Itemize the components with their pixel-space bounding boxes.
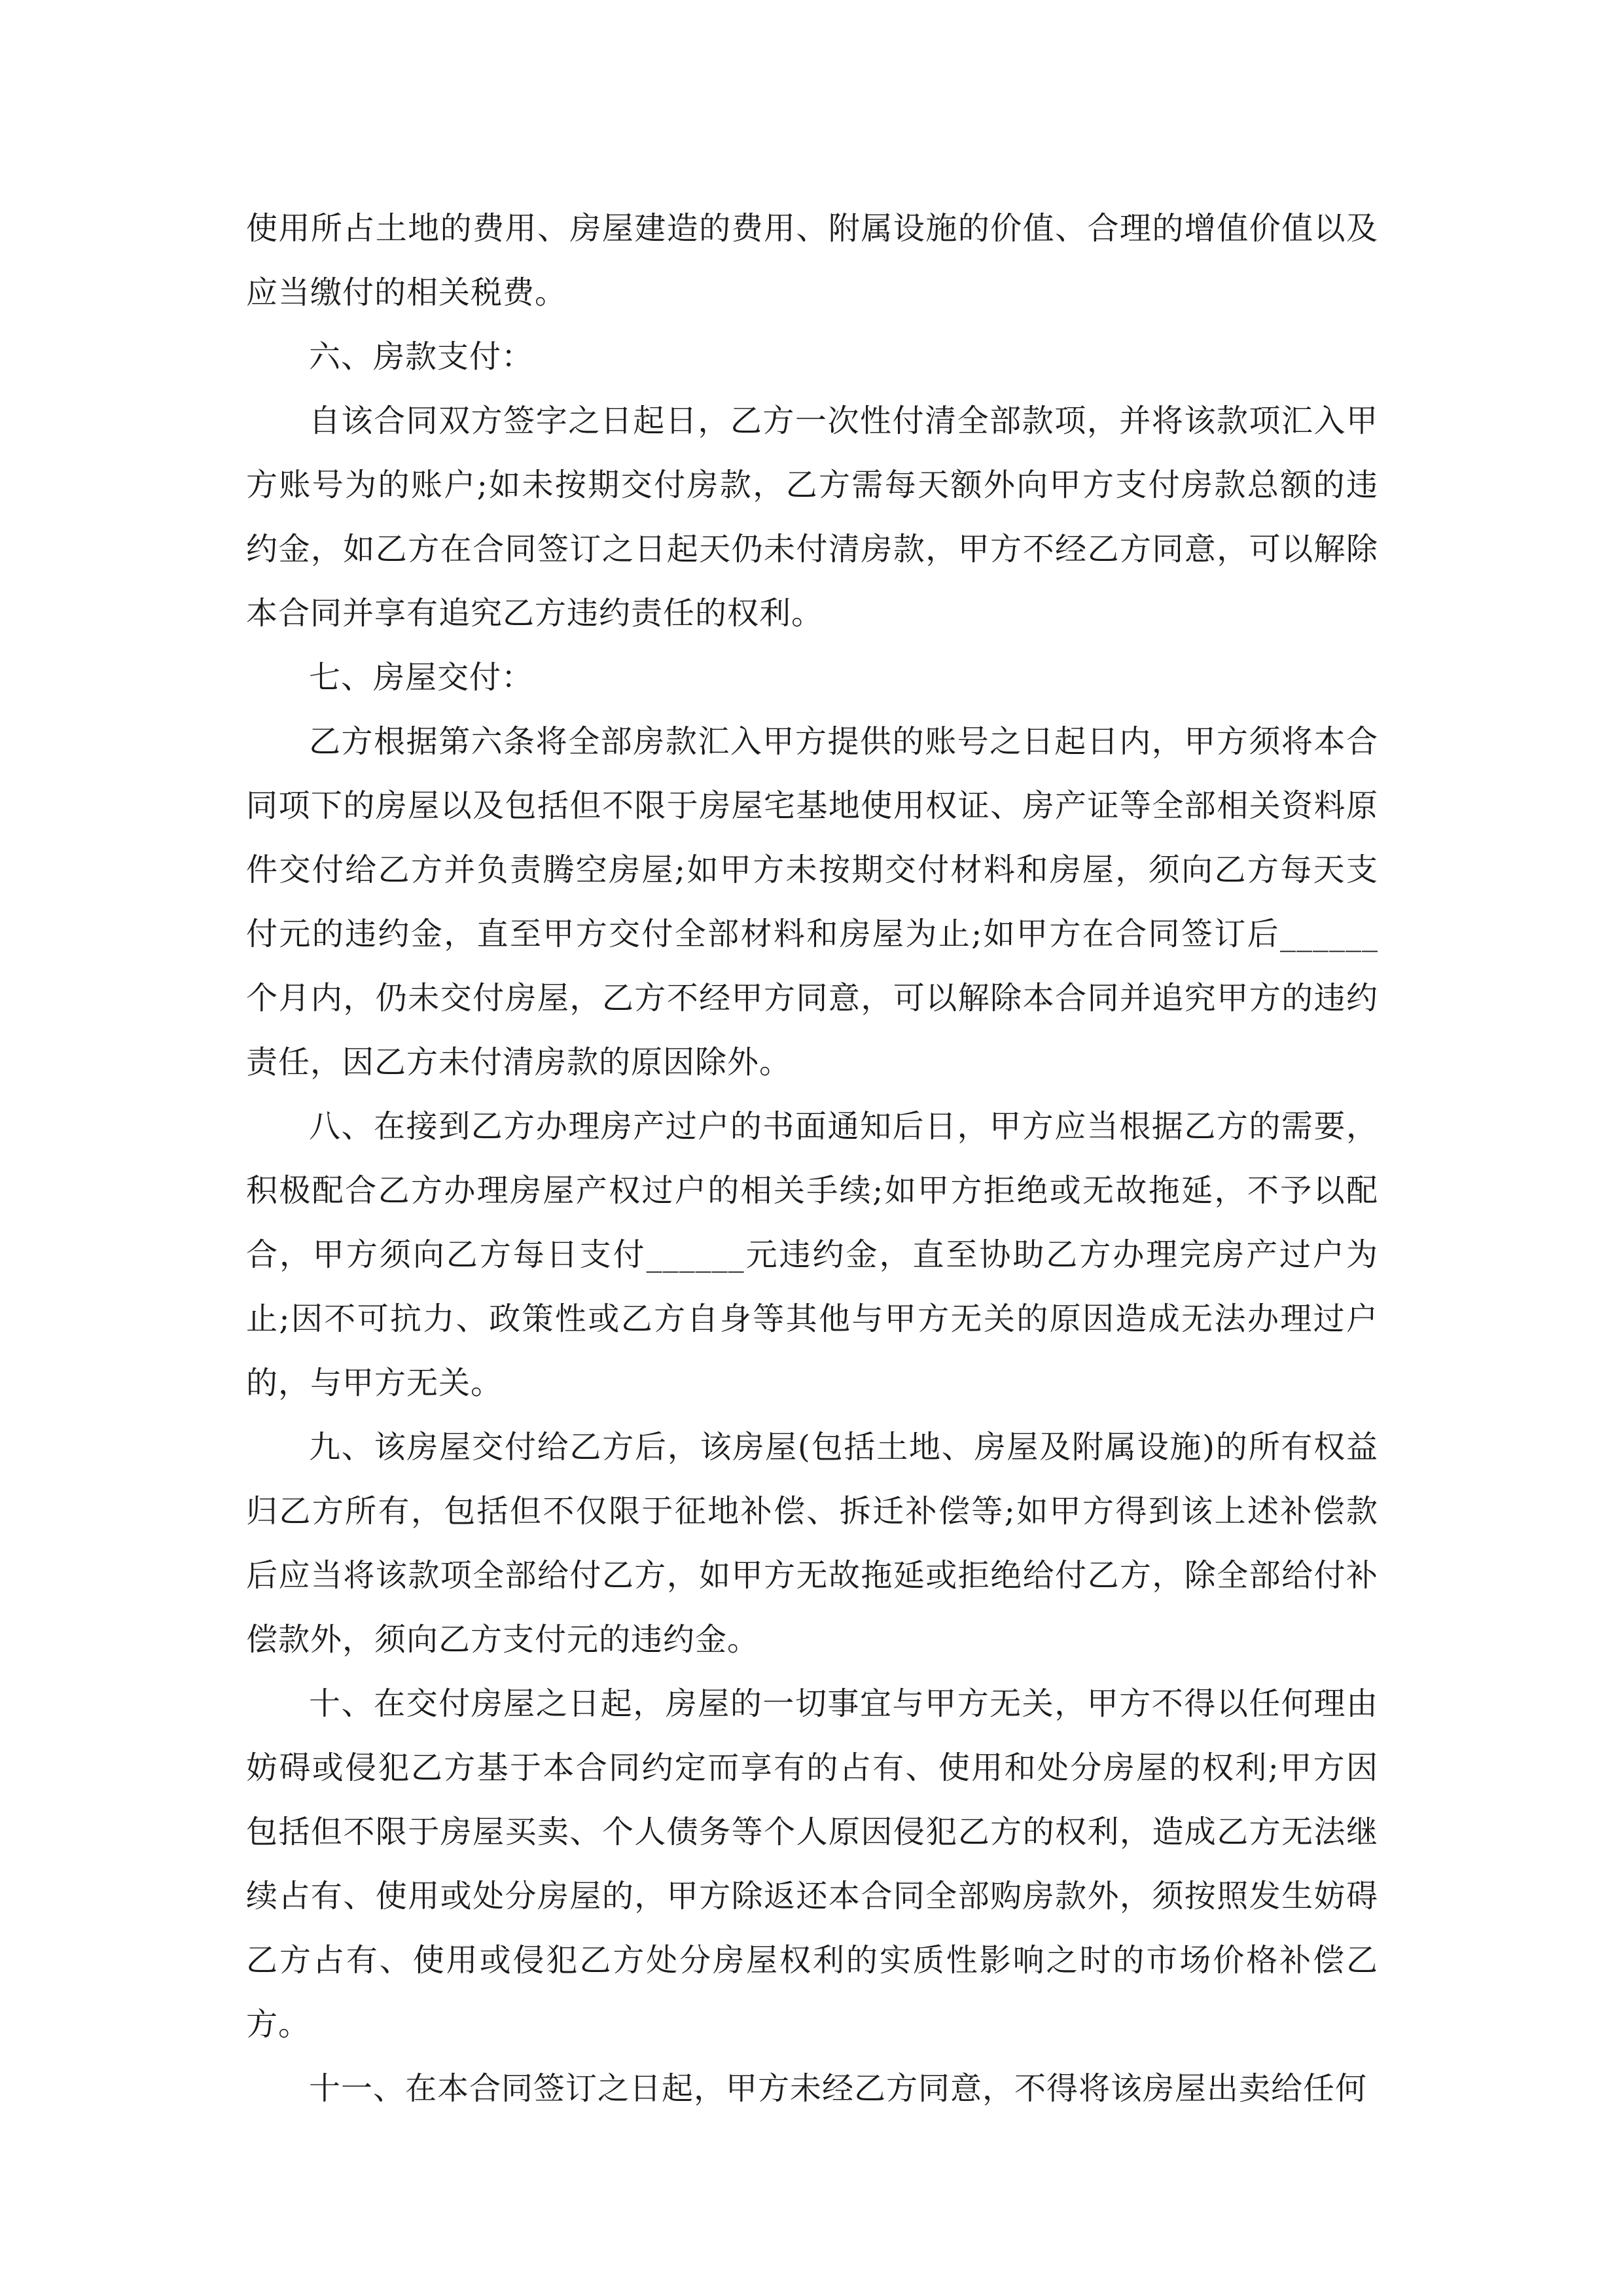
paragraph-section-8: 八、在接到乙方办理房产过户的书面通知后日，甲方应当根据乙方的需要，积极配合乙方办理房屋产权过户的相关手续;如甲方拒绝或无故拖延，不予以配合，甲方须向乙方每日支付______元违约金，直至协助乙方办理完房产过户为止;因不可抗力、政策性或乙方自身等其他与甲方无关的原因造成无法办理过户的，与甲方无关。	[246, 1108, 1378, 1401]
section-7-heading: 七、房屋交付：	[309, 659, 534, 696]
paragraph-1: 使用所占土地的费用、房屋建造的费用、附属设施的价值、合理的增值价值以及应当缴付的相关税费。	[246, 210, 1378, 311]
paragraph-section-11: 十一、在本合同签订之日起，甲方未经乙方同意，不得将该房屋出卖给任何	[309, 2070, 1368, 2107]
paragraph-payment: 自该合同双方签字之日起日，乙方一次性付清全部款项，并将该款项汇入甲方账号为的账户;如未按期交付房款，乙方需每天额外向甲方支付房款总额的违约金，如乙方在合同签订之日起天仍未付清房款，甲方不经乙方同意，可以解除本合同并享有追究乙方违约责任的权利。	[246, 403, 1378, 632]
paragraph-section-9: 九、该房屋交付给乙方后，该房屋(包括土地、房屋及附属设施)的所有权益归乙方所有，包括但不仅限于征地补偿、拆迁补偿等;如甲方得到该上述补偿款后应当将该款项全部给付乙方，如甲方无故拖延或拒绝给付乙方，除全部给付补偿款外，须向乙方支付元的违约金。	[246, 1429, 1378, 1658]
section-6-heading: 六、房款支付：	[309, 338, 534, 375]
paragraph-delivery: 乙方根据第六条将全部房款汇入甲方提供的账号之日起日内，甲方须将本合同项下的房屋以及包括但不限于房屋宅基地使用权证、房产证等全部相关资料原件交付给乙方并负责腾空房屋;如甲方未按期交付材料和房屋，须向乙方每天支付元的违约金，直至甲方交付全部材料和房屋为止;如甲方在合同签订后______个月内，仍未交付房屋，乙方不经甲方同意，可以解除本合同并追究甲方的违约责任，因乙方未付清房款的原因除外。	[246, 723, 1378, 1081]
document-page	[246, 196, 1378, 2121]
paragraph-section-10: 十、在交付房屋之日起，房屋的一切事宜与甲方无关，甲方不得以任何理由妨碍或侵犯乙方基于本合同约定而享有的占有、使用和处分房屋的权利;甲方因包括但不限于房屋买卖、个人债务等个人原因侵犯乙方的权利，造成乙方无法继续占有、使用或处分房屋的，甲方除返还本合同全部购房款外，须按照发生妨碍乙方占有、使用或侵犯乙方处分房屋权利的实质性影响之时的市场价格补偿乙方。	[246, 1685, 1378, 2043]
